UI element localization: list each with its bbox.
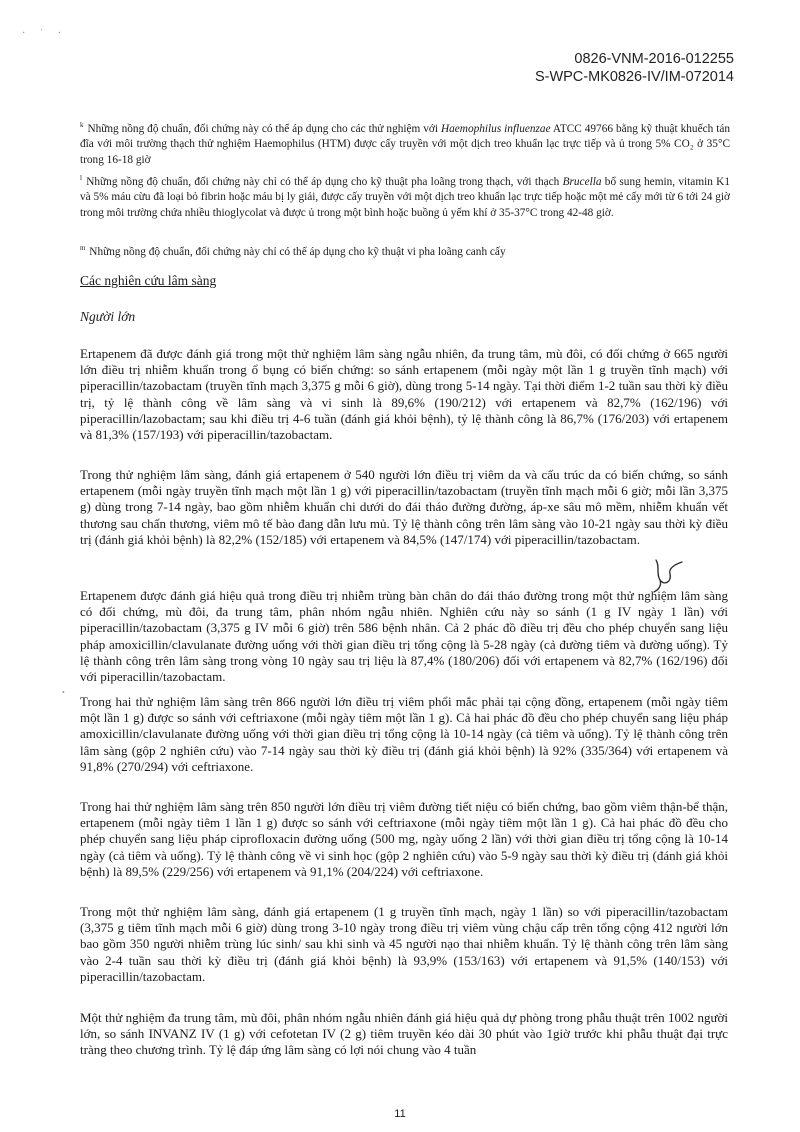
paragraph: Trong hai thử nghiệm lâm sàng trên 850 người lớn điều trị viêm đường tiết niệu có biến chứng, bao gồm viêm thận-bể thận, ertapenem (mỗi ngày tiêm 1 lần 1 g) được so sánh với ceftriaxone (mỗi ngày tiêm một lần 1 g). Cả hai phác đồ đều cho phép chuyển sang liệu pháp ciprofloxacin đường uống (500 mg, ngày uống 2 lần) với thời gian điều trị tổng cộng là 10-14 ngày (cả tiêm và uống). Tỷ lệ thành công về vi sinh học (gộp 2 nghiên cứu) vào 5-9 ngày sau thời kỳ điều trị (đánh giá khỏi bệnh) là 89,5% (229/256) với ertapenem và 91,1% (204/224) với ceftriaxone.: [80, 799, 728, 879]
paragraph: Trong thử nghiệm lâm sàng, đánh giá ertapenem ở 540 người lớn điều trị viêm da và cấu trúc da có biến chứng, so sánh ertapenem (mỗi ngày truyền tĩnh mạch một lần 1 g) với piperacillin/tazobactam (truyền tĩnh mạch mỗi 6 giờ; mỗi lần 3,375 g) dùng trong 7-14 ngày, bao gồm nhiễm khuẩn chi dưới do đái tháo đường đường, áp-xe sâu mô mềm, nhiễm khuẩn vết thương sau chấn thương, viêm mô tế bào đang dẫn lưu mủ. Tỷ lệ thành công trên lâm sàng vào 10-21 ngày sau thời kỳ điều trị (đánh giá khỏi bệnh) là 82,2% (152/185) với ertapenem và 84,5% (147/174) với piperacillin/tazobactam.: [80, 467, 728, 547]
footnote-k: [80, 118, 730, 168]
footnote-text: Những nồng độ chuẩn, đối chứng này có thể áp dụng cho các thử nghiệm với: [87, 122, 441, 135]
scan-speck: •: [62, 688, 65, 697]
subsection-title: Người lớn: [80, 309, 136, 324]
paragraph: Trong hai thử nghiệm lâm sàng trên 866 người lớn điều trị viêm phổi mắc phải tại cộng đồng, ertapenem (mỗi ngày tiêm một lần 1 g) được so sánh với ceftriaxone (mỗi ngày tiêm một lần 1 g). Cả hai phác đồ đều cho phép chuyển sang liệu pháp amoxicillin/clavulanate đường uống với thời gian điều trị tổng cộng là 10-14 ngày (cả tiêm và uống). Tỷ lệ thành công trên lâm sàng (gộp 2 nghiên cứu) vào 7-14 ngày sau thời kỳ điều trị (đánh giá khỏi bệnh) là 92% (335/364) với ertapenem và 91,8% (270/294) với ceftriaxone.: [80, 694, 728, 774]
paragraph: Ertapenem đã được đánh giá trong một thử nghiệm lâm sàng ngẫu nhiên, đa trung tâm, mù đôi, có đối chứng ở 665 người lớn điều trị nhiễm khuẩn trong ổ bụng có biến chứng: so sánh ertapenem (mỗi ngày một lần 1 g truyền tĩnh mạch) với piperacillin/tazobactam (truyền tĩnh mạch 3,375 g mỗi 6 giờ), dùng trong 5-14 ngày. Tại thời điểm 1-2 tuần sau thời kỳ điều trị, tỷ lệ thành công về lâm sàng và vi sinh là 89,6% (190/212) với ertapenem và 82,7% (162/196) với piperacillin/lazobactam; sau khi điều trị 4-6 tuần (đánh giá khỏi bệnh), tỷ lệ thành công là 86,7% (176/203) với ertapenem và 81,3% (157/193) với piperacillin/tazobactam.: [80, 346, 728, 443]
footnote-text: Những nồng độ chuẩn, đối chứng này chỉ có thể áp dụng cho kỹ thuật vi pha loãng canh cấy: [89, 245, 506, 258]
footnote-marker: l: [80, 174, 82, 182]
document-code: [535, 50, 734, 86]
document-code-line-2: S-WPC-MK0826-IV/IM-072014: [534, 69, 734, 85]
document-code-line-1: 0826-VNM-2016-012255: [574, 51, 734, 67]
footnote-marker: m: [80, 244, 86, 252]
footnote-text: bổ sung hemin, vitamin K1 và 5% máu cừu đã loại bỏ fibrin hoặc máu bị ly giải, được cấy truyền với một dịch treo khuẩn lạc trực tiếp hoặc một mẻ cấy mới từ 6 tới 24 giờ trong môi trường chứa nhiều thioglycolat và được ủ trong một bình hoặc buồng ủ yếm khí ở 35-37°C trong 42-48 giờ.: [80, 175, 730, 219]
footnote-text: ATCC 49766 bằng kỹ thuật khuếch tán đĩa với môi trường thạch thử nghiệm Haemophilus (HTM) được cấy truyền với một dịch treo khuẩn lạc trực tiếp và ủ trong 5% CO₂ ở 35°C trong 16-18 giờ: [80, 122, 730, 166]
handwritten-signature-mark: [646, 556, 686, 594]
paragraph: Một thử nghiệm đa trung tâm, mù đôi, phân nhóm ngẫu nhiên đánh giá hiệu quả dự phòng trong phẫu thuật trên 1002 người lớn, so sánh INVANZ IV (1 g) với cefotetan IV (2 g) tiêm truyền kéo dài 30 phút vào 1giờ trước khi phẫu thuật đại trực tràng theo chương trình. Tỷ lệ đáp ứng lâm sàng có lợi nói chung vào 4 tuần: [80, 1010, 728, 1058]
page-number: 11: [394, 1108, 406, 1120]
footnote-italic: Brucella: [562, 175, 602, 188]
scan-speck: · ˈ ·: [22, 28, 67, 39]
footnote-italic: Haemophilus influenzae: [440, 122, 551, 135]
paragraph: Trong một thử nghiệm lâm sàng, đánh giá ertapenem (1 g truyền tĩnh mạch, ngày 1 lần) so với piperacillin/tazobactam (3,375 g tiêm tĩnh mạch mỗi 6 giờ) dùng trong 3-10 ngày trong điều trị viêm vùng chậu cấp trên tổng cộng 412 người lớn bao gồm 350 người nhiễm trùng lúc sinh/ sau khi sinh và 45 người nạo thai nhiễm khuẩn. Tỷ lệ thành công trên lâm sàng vào 2-4 tuần sau thời kỳ điều trị (đánh giá khỏi bệnh) là 93,9% (153/163) với ertapenem và 91,5% (140/153) với piperacillin/tazobactam.: [80, 904, 728, 984]
footnote-text: Những nồng độ chuẩn, đối chứng này chỉ có thể áp dụng cho kỹ thuật pha loãng trong thạch, với thạch: [86, 175, 563, 188]
footnote-l: [80, 171, 730, 221]
section-title: Các nghiên cứu lâm sàng: [80, 273, 217, 288]
paragraph: Ertapenem được đánh giá hiệu quả trong điều trị nhiễm trùng bàn chân do đái tháo đường trong một thử nghiệm lâm sàng có đối chứng, mù đôi, đa trung tâm, phân nhóm ngẫu nhiên. Nghiên cứu này so sánh (1 g IV ngày 1 lần) với piperacillin/tazobactam (3,375 g IV mỗi 6 giờ) trên 586 bệnh nhân. Cả 2 phác đồ điều trị đều cho phép chuyển sang liệu pháp amoxicillin/clavulanate đường uống với thời gian điều trị tổng cộng là 5-28 ngày (cả đường tiêm và đường uống). Tỷ lệ thành công trên lâm sàng trong vòng 10 ngày sau trị liệu là 87,4% (180/206) đối với ertapenem và 82,7% (162/196) đối với piperacillin/tazobactam.: [80, 588, 728, 685]
footnote-m: [80, 241, 730, 260]
footnote-marker: k: [80, 121, 84, 129]
